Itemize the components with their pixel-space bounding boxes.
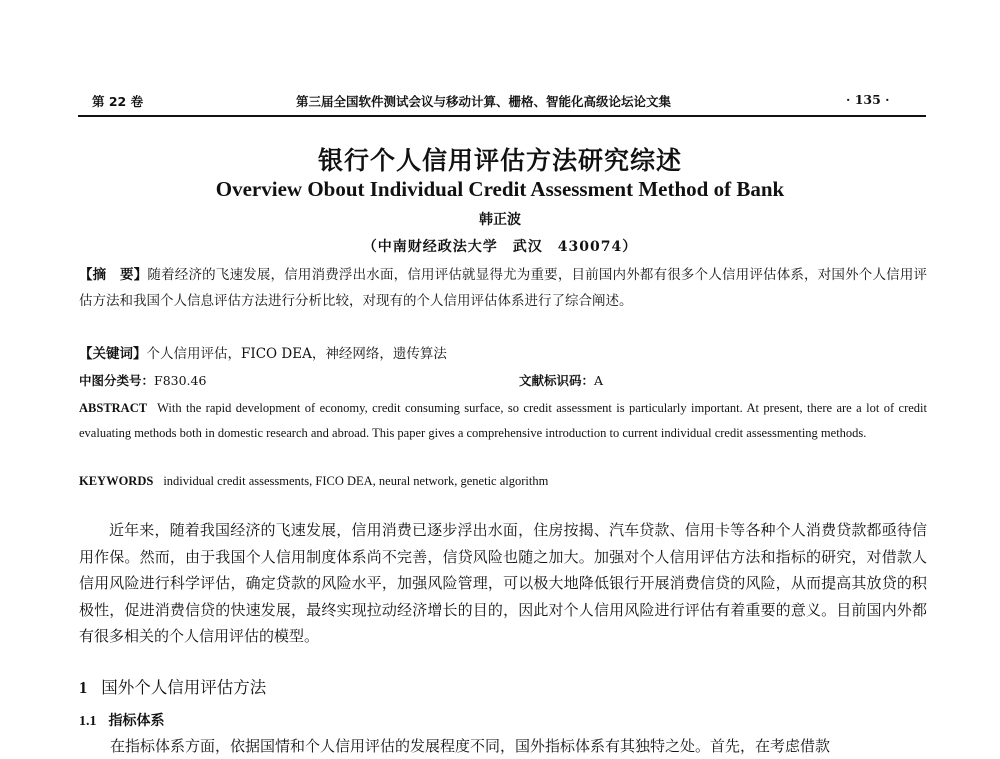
document-code-label: 文献标识码： — [519, 373, 595, 388]
keywords-english — [79, 470, 927, 492]
section-1-title: 国外个人信用评估方法 — [101, 678, 267, 697]
section-1-number: 1 — [79, 678, 88, 697]
running-header-conference: 第三届全国软件测试会议与移动计算、栅格、智能化高级论坛论文集 — [296, 94, 672, 109]
abstract-chinese-text: 随着经济的飞速发展，信用消费浮出水面，信用评估就显得尤为重要，目前国内外都有很多个人信用评估体系，对国外个人信用评估方法和我国个人信息评估方法进行分析比较，对现有的个人信用评估体系进行了综合阐述。 — [79, 267, 928, 309]
intro-paragraph: 近年来，随着我国经济的飞速发展，信用消费已逐步浮出水面，住房按揭、汽车贷款、信用卡等各种个人消费贷款都亟待信用作保。然而，由于我国个人信用制度体系尚不完善，信贷风险也随之加大。加强对个人信用评估方法和指标的研究，对借款人信用风险进行科学评估，确定贷款的风险水平，加强风险管理，可以极大地降低银行开展消费信贷的风险，从而提高其放贷的积极性，促进消费信贷的快速发展，最终实现拉动经济增长的目的，因此对个人信用风险进行评估有着重要的意义。目前国内外都有很多相关的个人信用评估的模型。 — [79, 521, 927, 645]
paper-title-chinese: 银行个人信用评估方法研究综述 — [317, 146, 682, 175]
author-affiliation: （中南财经政法大学 武汉 430074） — [362, 239, 638, 255]
classification-number — [79, 371, 206, 389]
abstract-chinese — [79, 262, 927, 314]
paper-title-english: Overview Obout Individual Credit Assessment Method of Bank — [215, 177, 785, 201]
keywords-chinese-text: 个人信用评估，FICO DEA，神经网络，遗传算法 — [146, 346, 447, 362]
classification-label: 中图分类号： — [79, 373, 155, 388]
subsection-1-1-number: 1.1 — [79, 714, 97, 729]
document-code — [519, 371, 603, 389]
abstract-english-text: With the rapid development of economy, credit consuming surface, so credit assessment is particularly important. At present, there are a lot of credit evaluating methods both in domestic research and abroad. This paper gives a comprehensive introduction to current individual credit assessmenting methods. — [79, 401, 927, 440]
keywords-english-label: KEYWORDS — [79, 474, 154, 488]
author-name: 韩正波 — [479, 212, 521, 228]
abstract-english — [79, 396, 927, 446]
classification-value: F830.46 — [154, 373, 207, 388]
keywords-chinese-label: 【关键词】 — [79, 346, 147, 362]
abstract-chinese-label: 【摘 要】 — [79, 267, 148, 283]
body-paragraph: 在指标体系方面，依据国情和个人信用评估的发展程度不同，国外指标体系有其独特之处。首先，在考虑借款 — [110, 737, 831, 755]
document-code-value: A — [594, 373, 604, 388]
page-number: · 135 · — [846, 92, 890, 107]
keywords-chinese — [79, 343, 927, 365]
subsection-heading-1-1 — [79, 710, 165, 730]
keywords-english-text: individual credit assessments, FICO DEA, neural network, genetic algorithm — [163, 474, 549, 488]
running-header-volume: 第 22 卷 — [92, 94, 144, 109]
section-heading-1 — [79, 674, 266, 698]
abstract-english-label: ABSTRACT — [79, 401, 148, 415]
header-rule — [78, 115, 926, 117]
subsection-1-1-title: 指标体系 — [108, 713, 165, 729]
